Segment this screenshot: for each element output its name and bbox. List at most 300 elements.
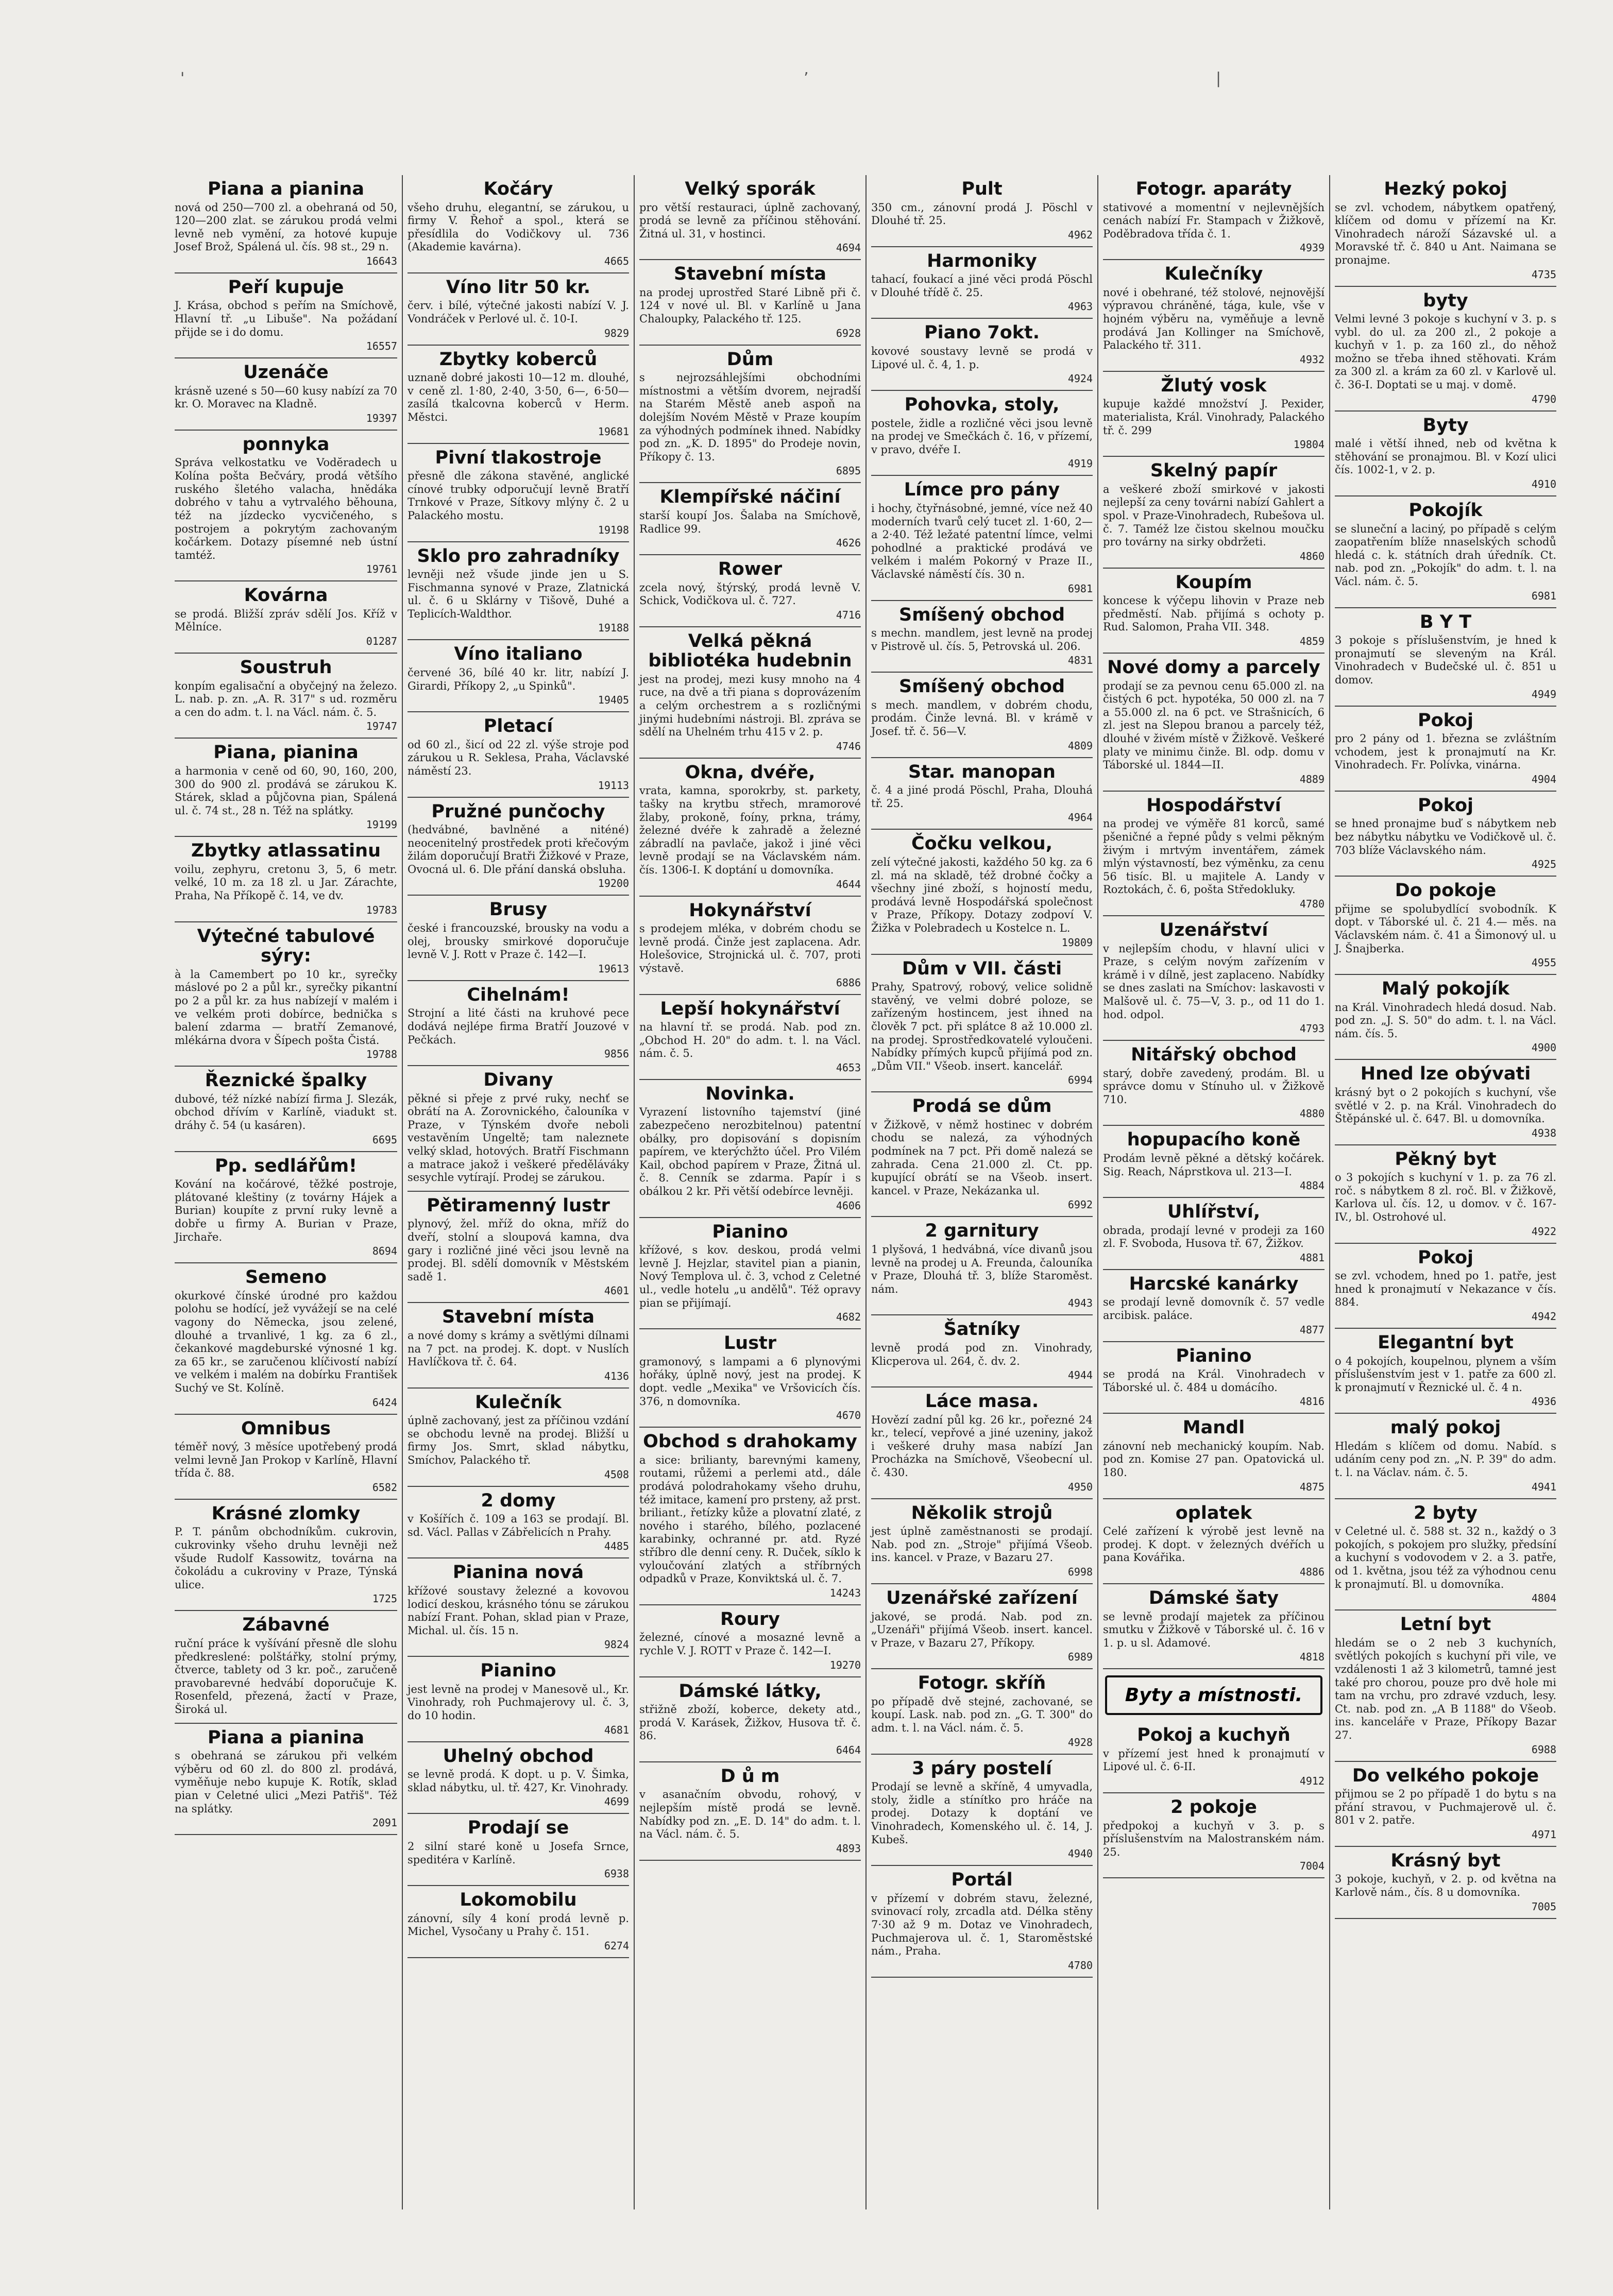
ad-text: jest úplně zaměstnanosti se prodají. Nab. pod zn. „Stroje" přijímá Všeob. ins. kancel. v Praze, v Bazaru 27. (871, 1525, 1093, 1564)
ad (871, 1866, 1093, 1978)
ad (1335, 1414, 1556, 1499)
ad (408, 640, 629, 712)
ad (1335, 608, 1556, 707)
ad (408, 175, 629, 273)
ad-text: a harmonia v ceně od 60, 90, 160, 200, 300 do 900 zl. prodává se zárukou K. Stárek, sklad a půjčovna pian, Spálená ul. č. 74 st., 28 n. Též na splátky. (175, 764, 397, 817)
ad-number: 4136 (604, 1369, 629, 1382)
ad-title: Smíšený obchod (898, 604, 1065, 625)
ad (1103, 654, 1325, 792)
ad-text: Velmi levné 3 pokoje s kuchyní v 3. p. s vybl. do ul. za 200 zl., 2 pokoje a kuchyň v 1. p. za 160 zl., do něhož možno se třeba ihned stěhovati. Krám za 300 zl. a krám za 60 zl. v Karlově ul. č. 36-I. Doptati se u maj. v domě. (1335, 313, 1556, 391)
ad-number: 19200 (598, 877, 629, 890)
ad-title: Mandl (1182, 1417, 1245, 1438)
ad-number: 6992 (1067, 1198, 1093, 1211)
ad-title: 2 garnitury (925, 1221, 1039, 1242)
section-box-label: Byty a místnosti. (1125, 1685, 1303, 1706)
ad-number: 19761 (366, 563, 397, 576)
ad (871, 1669, 1093, 1754)
ad-title: Pult (961, 179, 1003, 199)
ad-number: 19804 (1293, 438, 1325, 451)
ad-title: Pětiramenný lustr (427, 1195, 610, 1216)
ad (408, 542, 629, 641)
ad (871, 601, 1093, 673)
ad-number: 6994 (1067, 1074, 1093, 1087)
ad (408, 1487, 629, 1559)
ad (175, 431, 397, 581)
ad (1103, 1793, 1325, 1878)
ad-title: Koupím (1175, 572, 1252, 593)
ad-number: 4780 (1299, 898, 1325, 910)
ad-title: Klempířské náčiní (659, 487, 841, 508)
ad-text: pro větší restauraci, úplně zachovaný, prodá se levně za příčinou stěhování. Žitná ul. 31, v hostinci. (639, 201, 861, 240)
ad-number: 4809 (1067, 739, 1093, 752)
ad-text: střižně zboží, koberce, dekety atd., prodá V. Karásek, Žižkov, Husova tř. č. 86. (639, 1703, 861, 1742)
ad-text: jakové, se prodá. Nab. pod zn. „Uzenáři" přijímá Všeob. insert. kancel. v Praze, v Bazaru 27, Příkopy. (871, 1610, 1093, 1649)
ad-number: 4943 (1067, 1297, 1093, 1310)
ad-title: Semeno (245, 1267, 327, 1288)
classified-columns (170, 175, 1561, 2209)
ad-title: Prodají se (467, 1818, 569, 1839)
ad-title: Pletací (483, 716, 553, 737)
ad-number: 01287 (366, 635, 397, 648)
ad-title: Do pokoje (1395, 880, 1497, 901)
ad-text: na hlavní tř. se prodá. Nab. pod zn. „Obchod H. 20" do adm. t. l. na Václ. nám. č. 5. (639, 1021, 861, 1060)
ad-text: Strojní a lité části na kruhové pece dodává nejlépe firma Bratří Jouzové v Pečkách. (408, 1007, 629, 1046)
ad-number: 4735 (1531, 268, 1556, 281)
ad-title: D ů m (720, 1766, 780, 1787)
ad (1103, 1342, 1325, 1414)
ad-text: Prodám levně pěkné a dětský kočárek. Sig. Reach, Náprstkova ul. 213—I. (1103, 1152, 1325, 1178)
ad-text: Správa velkostatku ve Vodĕradech u Kolína pošta Bečváry, prodá většího ruského šletého valacha, hnědáka dobrého v tahu a vytrvalého běhouna, též na jízdecko vycvičeného, s postrojem a pokrytým zachovaným kočárkem. Dotazy písemné neb ústní tamtéž. (175, 456, 397, 561)
ad-text: v Žižkově, v němž hostinec v dobrém chodu se nalezá, za výhodných podmínek na 7 pct. Při domě nalezá se zahrada. Cena 21.000 zl. Ct. pp. kupující obrátí se na Všeob. insert. kancel. v Praze, Nekázanka ul. (871, 1118, 1093, 1197)
ad (1103, 1499, 1325, 1584)
ad (1103, 1721, 1325, 1793)
ad-number: 4860 (1299, 550, 1325, 562)
mark-right: | (1216, 70, 1221, 88)
ad-text: kovové soustavy levně se prodá v Lipové ul. č. 4, 1. p. (871, 345, 1093, 371)
ad-number: 6582 (372, 1481, 397, 1494)
ad (1103, 1041, 1325, 1126)
ad-number: 4922 (1531, 1225, 1556, 1238)
ad-text: se prodají levně domovník č. 57 vedle arcibisk. paláce. (1103, 1296, 1325, 1322)
ad-title: ponnyka (242, 434, 330, 455)
ad-text: křížové soustavy železné a kovovou lodicí deskou, krásného tónu se zárukou nabízí Frant. Pohan, sklad pian v Praze, Michal. ul. čís. 15 n. (408, 1584, 629, 1637)
ad-text: konpím egalisační a obyčejný na železo. L. nab. p. zn. „A. R. 317" s ud. rozměru a cen do adm. t. l. na Václ. nám. č. 5. (175, 679, 397, 718)
ad (408, 1886, 629, 1958)
ad (408, 1814, 629, 1886)
ad (1335, 1145, 1556, 1244)
ad-text: zánovní, síly 4 koní prodá levně p. Michel, Vysočany u Prahy č. 151. (408, 1912, 629, 1938)
ad-text: o 3 pokojích s kuchyní v 1. p. za 76 zl. roč. s nábytkem 8 zl. roč. Bl. v Žižkově, Karlova ul. čís. 12, u domov. v č. 167-IV., bl. Ostrohové ul. (1335, 1171, 1556, 1224)
ad-number: 4942 (1531, 1310, 1556, 1323)
ad-number: 4601 (604, 1284, 629, 1297)
ad (408, 1742, 629, 1814)
ad (408, 1389, 629, 1487)
ad (871, 955, 1093, 1093)
ad (1335, 1329, 1556, 1414)
ad-text: Vyrazení listovního tajemství (jiné zabezpečeno nerozbitelnou) patentní obálky, pro dopisování s dopisním papírem, ve kterýchžto účel. Pro Vilém Kail, obchod papírem v Praze, Žitná ul. č. 8. Cenník se zdarma. Papír i s obálkou 2 kr. Při větší odebírce levněji. (639, 1106, 861, 1198)
ad (1103, 372, 1325, 457)
ad-number: 2091 (372, 1817, 397, 1829)
ad-title: Uzenářství (1159, 920, 1268, 940)
ad (1103, 260, 1325, 372)
ad-number: 19188 (598, 622, 629, 635)
ad (1103, 1584, 1325, 1669)
ad-text: přijme se spolubydlící svobodník. K dopt. v Táborské ul. č. 21 4.— měs. na Václavském nám. č. 41 a Šimonový ul. u J. Šnajberka. (1335, 902, 1556, 955)
ad-title: Stavební místa (674, 264, 826, 285)
ad-number: 19788 (366, 1048, 397, 1061)
ad-text: s obehraná se zárukou při velkém výběru od 60 zl. do 800 zl. prodává, vyměňuje nebo kupuje K. Rotík, sklad pian v Celetné ulici „Mezi Patřiš". Též na splátky. (175, 1750, 397, 1815)
ad-text: zánovní neb mechanický koupím. Nab. pod zn. Komise 27 pan. Opatovická ul. 180. (1103, 1440, 1325, 1479)
ad-text: nová od 250—700 zl. a obehraná od 50, 120—200 zlat. se zárukou prodá velmi levně neb vymění, za hotové kupuje Josef Brož, Spálená ul. čís. 98 st., 29 n. (175, 201, 397, 253)
ad-title: Brusy (489, 899, 548, 920)
ad-text: s nejrozsáhlejšími obchodními místnostmi a větším dvorem, nejradší na Starém Městě aneb aspoň na dolejším Novém Městě v Praze koupím za výhodných podmínek ihned. Nabídky pod zn. „K. D. 1895" do Prodeje novin, Příkopy č. 13. (639, 371, 861, 463)
ad (1335, 175, 1556, 287)
ad-number: 9824 (604, 1638, 629, 1651)
ad-number: 4682 (836, 1311, 861, 1324)
section-box-rooms (1105, 1675, 1322, 1715)
ad (871, 1315, 1093, 1387)
ad-text: se prodá na Král. Vinohradech v Táborské ul. č. 484 u domácího. (1103, 1368, 1325, 1394)
ad-number: 4653 (836, 1061, 861, 1074)
ad-number: 19681 (598, 425, 629, 438)
ad-text: starý, dobře zavedený, prodám. Bl. u správce domu v Stínuho ul. v Žižkově 710. (1103, 1067, 1325, 1106)
ad-title: Pianina nová (452, 1562, 584, 1583)
ad-title: Rower (718, 559, 783, 580)
ad (408, 798, 629, 896)
ad-number: 4746 (836, 740, 861, 752)
ad-number: 6998 (1067, 1566, 1093, 1579)
ad (408, 1066, 629, 1192)
column-4 (865, 175, 1097, 2209)
ad-number: 4936 (1531, 1395, 1556, 1408)
ad-text: gramonový, s lampami a 6 plynovými hořáky, úplně nový, jest na prodej. K dopt. vedle „Mexika" ve Vršovicích čís. 376, n domovníka. (639, 1355, 861, 1408)
ad (1103, 1126, 1325, 1198)
ad-text: a nové domy s krámy a světlými dílnami na 7 pct. na prodej. K. dopt. v Nuslích Havlíčkova tř. č. 64. (408, 1329, 629, 1368)
ad-number: 4816 (1299, 1395, 1325, 1408)
ad-title: Šatníky (943, 1319, 1021, 1340)
ad-number: 19113 (598, 779, 629, 792)
ad-text: přesně dle zákona stavěné, anglické cínové trubky odporučují levně Bratří Trnkové v Praze, Sítkovy mlýny č. 2 u Palackého mostu. (408, 470, 629, 522)
ad-text: plynový, žel. mříž do okna, mříž do dveří, stolní a sloupová kamna, dva gary i rozličné jiné věci jsou levně na prodej. Bl. sdělí domovník v Městském sadě 1. (408, 1218, 629, 1283)
ad-text: v přízemí v dobrém stavu, železné, svinovací roly, zrcadla atd. Délka stěny 7·30 až 9 m. Dotaz ve Vinohradech, Puchmajerova ul. č. 1, Staroměstské nám., Praha. (871, 1892, 1093, 1958)
ad-text: koncese k výčepu lihovin v Praze neb předměstí. Nab. přijímá s ochoty p. Rud. Salomon, Praha VII. 348. (1103, 594, 1325, 633)
ad-text: levněji než všude jinde jen u S. Fischmanna synové v Praze, Zlatnická ul. č. 6 u Sklárny v Tišově, Duhé a Teplicích-Waldthor. (408, 568, 629, 620)
ad (639, 483, 861, 555)
ad-title: Víno italiano (454, 644, 583, 665)
ad-text: po případě dvě stejné, zachované, se koupí. Lask. nab. pod zn. „G. T. 300" do adm. t. l. na Václ. nám. č. 5. (871, 1695, 1093, 1735)
ad-title: Hokynářství (689, 900, 811, 921)
ad (1103, 457, 1325, 569)
ad (871, 1217, 1093, 1315)
ad-number: 6981 (1531, 589, 1556, 602)
ad (1103, 569, 1325, 654)
ad-number: 4964 (1067, 811, 1093, 824)
ad-title: Malý pokojík (1381, 979, 1510, 1000)
ad (408, 896, 629, 981)
ad-title: Několik strojů (911, 1502, 1053, 1523)
ad-text: 350 cm., zánovní prodá J. Pöschl v Dlouhé tř. 25. (871, 201, 1093, 227)
ad-title: Pokoj (1417, 1247, 1474, 1268)
ad-number: 4681 (604, 1723, 629, 1736)
ad-title: oplatek (1175, 1502, 1252, 1523)
ad-title: Zbytky koberců (439, 349, 598, 370)
ad-number: 7005 (1531, 1900, 1556, 1913)
ad-title: Harcské kanárky (1129, 1273, 1299, 1294)
ad (871, 1387, 1093, 1499)
ad-text: Prahy, Spatrový, robový, velice solidně stavěný, ve velmi dobré poloze, se zařízeným hostincem, jest ihned na člověk 7 pct. při splátce 8 až 10.000 zl. na prodej. Sprostředkovatelé vyloučeni. Nabídky přímých kupců přijímá pod zn. „Dům VII." Všeob. insert. kancelář. (871, 981, 1093, 1072)
ad (871, 247, 1093, 319)
ad-number: 19270 (829, 1658, 861, 1671)
mark-left: ' (180, 70, 185, 88)
ad-text: zelí výtečné jakosti, každého 50 kg. za 6 zl. má na skladě, též drobné čočky a všechny jiné zboží, s hojností medu, prodává levně Hospodářská společnost v Praze, Příkopy. Dotazy zodpoví V. Žižka v Polebradech u Kostelce n. L. (871, 855, 1093, 934)
ad-number: 6981 (1067, 582, 1093, 595)
ad (639, 897, 861, 995)
ad (1103, 1414, 1325, 1499)
ad (408, 981, 629, 1066)
ad-title: Krásné zlomky (211, 1503, 361, 1524)
ad-title: Velký sporák (685, 179, 816, 199)
ad-title: Pianino (712, 1221, 788, 1242)
ad-title: Elegantní byt (1378, 1332, 1514, 1353)
ad-number: 4831 (1067, 654, 1093, 667)
ad-number: 4880 (1299, 1107, 1325, 1120)
ad-text: malé i větší ihned, neb od května k stěhování se pronajmou. Bl. v Kozí ulici čís. 1002-1, v 2. p. (1335, 437, 1556, 476)
ad-text: postele, židle a rozličné věci jsou levně na prodej ve Smečkách č. 16, v přízemí, v pravo, dvéře I. (871, 417, 1093, 456)
ad-text: se prodá. Bližší zpráv sdělí Jos. Kříž v Mělníce. (175, 607, 397, 633)
ad (871, 391, 1093, 476)
ad (175, 1500, 397, 1612)
ad-text: s mechn. mandlem, jest levně na prodej v Pistrově ul. čís. 5, Petrovská ul. 206. (871, 627, 1093, 653)
ad-title: Pokoj (1417, 795, 1474, 816)
ad-text: s prodejem mléka, v dobrém chodu se levně prodá. Činže jest zaplacena. Adr. Holešovice, Strojnická ul. č. 707, proti výstavě. (639, 922, 861, 974)
ad (871, 1584, 1093, 1669)
ad-text: úplně zachovaný, jest za příčinou vzdání se obchodu levně na prodej. Bližší u firmy Jos. Smrt, sklad nábytku, Smíchov, Palackého tř. (408, 1414, 629, 1467)
ad (1335, 792, 1556, 877)
ad-title: Velká pěkná bibliotéka hudebnin (648, 630, 852, 672)
ad-number: 19199 (366, 818, 397, 831)
ad-number: 6895 (836, 465, 861, 477)
ad-text: 2 silní staré koně u Josefa Srnce, speditéra v Karlíně. (408, 1840, 629, 1866)
ad (639, 1218, 861, 1330)
ad-number: 4925 (1531, 858, 1556, 871)
ad-number: 4950 (1067, 1480, 1093, 1493)
ad-number: 19809 (1061, 936, 1093, 949)
ad-text: jest levně na prodej v Manesově ul., Kr. Vinohrady, roh Puchmajerovy ul. č. 3, do 10 hodin. (408, 1683, 629, 1722)
ad (1335, 412, 1556, 496)
ad-text: na prodej ve výměře 81 korců, samé pšeničné a řepné půdy s velmi pěkným živým i mrtvým inventářem, zámek mlýn výstavností, bez výměnku, za cenu 56 tisíc. Bl. u majitele A. Landy v Roztokách, č. 6, pošta Středokluky. (1103, 817, 1325, 896)
ad-number: 4699 (604, 1795, 629, 1808)
ad-title: B Y T (1419, 611, 1472, 632)
ad-title: byty (1423, 290, 1468, 311)
ad-number: 6464 (836, 1743, 861, 1756)
ad-text: Kování na kočárové, těžké postroje, plátované kleštiny (z továrny Hájek a Burian) koupíte z první ruky levně a dobře u firmy A. Burian v Praze, Jirchaře. (175, 1178, 397, 1243)
ad-text: à la Camembert po 10 kr., syrečky máslové po 2 a půl kr., syrečky pikantní po 2 a půl kr. za hus nabízejí v malém i ve velkém proti dobírce, bednička s balení zdarma — bratří Zemanové, mlékárna dvora v Šípech pošta Čistá. (175, 968, 397, 1047)
ad-number: 8694 (372, 1245, 397, 1258)
ad-text: uznaně dobré jakosti 10—12 m. dlouhé, v ceně zl. 1·80, 2·40, 3·50, 6—, 6·50— zasílá tkalcovna koberců v Herm. Městci. (408, 371, 629, 423)
ad (639, 175, 861, 260)
ad-number: 4508 (604, 1468, 629, 1481)
ad-title: Límce pro pány (904, 479, 1060, 501)
ad (639, 759, 861, 897)
ad-title: Uzenáče (243, 362, 329, 383)
mark-mid: ’ (804, 70, 809, 88)
ad (175, 922, 397, 1067)
ad (639, 1428, 861, 1605)
ad (1103, 792, 1325, 916)
ad (1335, 1060, 1556, 1145)
ad-number: 4949 (1531, 688, 1556, 700)
ad-text: starší koupí Jos. Šalaba na Smíchově, Radlice 99. (639, 509, 861, 535)
ad-title: Dámské šaty (1148, 1588, 1279, 1609)
ad-title: Nitářský obchod (1131, 1044, 1297, 1066)
ad (408, 1558, 629, 1657)
ad-title: 2 pokoje (1170, 1797, 1257, 1818)
ad-title: Dámské látky, (678, 1681, 822, 1702)
ad-number: 4889 (1299, 773, 1325, 785)
ad-number: 4932 (1299, 353, 1325, 366)
ad-title: Zbytky atlassatinu (191, 841, 381, 862)
ad (639, 346, 861, 484)
ad-title: Pohovka, stoly, (904, 395, 1060, 416)
ad-title: Obchod s drahokamy (643, 1431, 857, 1452)
ad-text: J. Krása, obchod s peřím na Smíchově, Hlavní tř. „u Libuše". Na požádaní přijde se i do domu. (175, 299, 397, 338)
ad (175, 358, 397, 431)
ad-text: křížové, s kov. deskou, prodá velmi levně J. Hejzlar, stavitel pian a pianin, Nový Templova ul. č. 3, vchod z Celetné ul., vedle hotelu „u andělů". Též opravy pian se přijímají. (639, 1244, 861, 1309)
ad-number: 1725 (372, 1592, 397, 1605)
ad-title: Čočku velkou, (911, 833, 1052, 854)
ad-title: Omnibus (241, 1418, 331, 1439)
ad-title: Pianino (1176, 1345, 1252, 1366)
ad-title: Soustruh (240, 657, 332, 678)
column-3 (634, 175, 865, 2209)
ad-title: Řeznické špalky (205, 1070, 367, 1091)
ad-title: Prodá se dům (912, 1096, 1052, 1117)
ad-text: od 60 zl., šicí od 22 zl. výše stroje pod zárukou u R. Seklesa, Praha, Václavské náměstí 23. (408, 738, 629, 777)
ad-number: 4940 (1067, 1847, 1093, 1860)
ad-number: 6886 (836, 976, 861, 989)
ad-number: 4910 (1531, 478, 1556, 491)
ad-title: Dům v VII. části (902, 958, 1062, 979)
ad-number: 4780 (1067, 1959, 1093, 1972)
ad-title: Piana a pianina (208, 179, 364, 199)
ad (1335, 1499, 1556, 1611)
ad-number: 19198 (598, 523, 629, 536)
ad (871, 476, 1093, 601)
ad-text: v přízemí jest hned k pronajmutí v Lipové ul. č. 6-II. (1103, 1747, 1325, 1773)
ad-number: 4716 (836, 608, 861, 621)
ad (871, 1092, 1093, 1217)
ad (175, 837, 397, 922)
ad-title: 2 byty (1414, 1502, 1478, 1523)
ad (1335, 975, 1556, 1060)
ad-number: 4904 (1531, 773, 1556, 785)
ad-number: 4928 (1067, 1736, 1093, 1749)
ad (175, 1152, 397, 1264)
ad (175, 1611, 397, 1723)
ad-text: tahací, foukací a jiné věci prodá Pöschl v Dlouhé třídě č. 25. (871, 273, 1093, 299)
ad (871, 175, 1093, 247)
column-5 (1097, 175, 1329, 2209)
ad-number: 4644 (836, 878, 861, 890)
ad-title: Novinka. (705, 1083, 795, 1104)
ad-number: 4485 (604, 1540, 629, 1553)
ad (1103, 916, 1325, 1041)
ad-number: 4938 (1531, 1126, 1556, 1139)
ad (408, 1192, 629, 1304)
ad-number: 4626 (836, 537, 861, 550)
ad-title: Kovárna (244, 585, 328, 606)
ad-text: 3 pokoje, kuchyň, v 2. p. od května na Karlově nám., čís. 8 u domovníka. (1335, 1873, 1556, 1899)
ad (1103, 1270, 1325, 1342)
ad-text: o 4 pokojích, koupelnou, plynem a vším příslušenstvím jest v 1. patře za 600 zl. k pronajmutí v Řeznické ul. č. 4 n. (1335, 1355, 1556, 1394)
ad-text: voilu, zephyru, cretonu 3, 5, 6 metr. velké, 10 m. za 18 zl. u Jar. Zárachte, Praha, Na Příkopě č. 14, ve dv. (175, 863, 397, 902)
page-top-marks (0, 70, 1613, 100)
ad-title: Výtečné tabulové sýry: (197, 926, 375, 967)
ad-number: 19783 (366, 903, 397, 916)
ad-number: 4694 (836, 242, 861, 254)
ad-title: Portál (951, 1870, 1013, 1891)
ad-number: 4875 (1299, 1480, 1325, 1493)
ad (175, 1263, 397, 1414)
ad-text: pro 2 pány od 1. března se zvláštním vchodem, jest k pronajmutí na Kr. Vinohradech. Fr. Polívka, vinárna. (1335, 732, 1556, 772)
ad-title: Hospodářství (1146, 795, 1281, 816)
ad-number: 16643 (366, 254, 397, 267)
ad (871, 1499, 1093, 1584)
ad-number: 4881 (1299, 1251, 1325, 1264)
ad-number: 4919 (1067, 457, 1093, 470)
ad (1335, 877, 1556, 975)
ad-number: 4793 (1299, 1022, 1325, 1035)
ad (1103, 175, 1325, 260)
ad-title: Lustr (723, 1333, 777, 1354)
ad-text: stativové a momentní v nejlevnějších cenách nabízí Fr. Stampach v Žižkově, Poděbradova třída č. 1. (1103, 201, 1325, 240)
ad-number: 19405 (598, 694, 629, 707)
ad (1335, 1610, 1556, 1761)
ad-number: 4893 (836, 1842, 861, 1855)
ad-number: 4818 (1299, 1651, 1325, 1664)
ad-title: Pokoj a kuchyň (1137, 1725, 1291, 1746)
ad (408, 444, 629, 542)
ad (175, 739, 397, 837)
ad-title: Fotogr. skříň (918, 1673, 1046, 1694)
ad-text: Prodají se levně a skříně, 4 umyvadla, stoly, židle a stínítko pro hráče na prodej. Dotazy k doptání ve Vinohradech, Komenského ul. č. 14, J. Kubeš. (871, 1780, 1093, 1846)
ad-number: 6695 (372, 1133, 397, 1146)
ad-title: Uhelný obchod (443, 1745, 594, 1767)
ad (639, 995, 861, 1080)
ad (639, 1329, 861, 1428)
ad-text: předpokoj a kuchyň v 3. p. s příslušenstvím na Malostranském nám. 25. (1103, 1819, 1325, 1858)
ad-text: a veškeré zboží smirkové v jakosti nejlepší za ceny továrni nabízí Gahlert a spol. v Praze-Vinohradech, Rubešova ul. č. 7. Taméž lze čistou skelnou moučku pro továrny na sirky obdržeti. (1103, 483, 1325, 549)
ad (871, 758, 1093, 830)
ad-number: 4665 (604, 254, 629, 267)
ad-number: 4955 (1531, 956, 1556, 969)
ad (1335, 1244, 1556, 1329)
ad-title: Do velkého pokoje (1352, 1765, 1539, 1786)
ad-number: 4886 (1299, 1566, 1325, 1579)
ad-title: Hned lze obývati (1360, 1064, 1531, 1085)
ad-text: se hned pronajme buď s nábytkem neb bez nábytku nábytku ve Vodičkově ul. č. 703 blíže Václavského nám. (1335, 817, 1556, 856)
ad-title: Zábavné (242, 1615, 330, 1636)
ad-title: Pružné punčochy (431, 801, 605, 822)
ad-text: č. 4 a jiné prodá Pöschl, Praha, Dlouhá tř. 25. (871, 784, 1093, 810)
ad-text: pěkné si přeje z prvé ruky, nechť se obrátí na A. Zorovnického, čalouníka v Praze, v Týnském dvoře neboli vestavěním Ungeltě; tam naleznete velký sklad, hotových. Bratří Fischmann a matrace jakož i veškeré předěláváky sesychle vytírají. Prodej se zárukou. (408, 1092, 629, 1184)
ad-title: Pivní tlakostroje (435, 447, 602, 468)
ad-text: zcela nový, štýrský, prodá levně V. Schick, Vodičkova ul. č. 727. (639, 581, 861, 607)
ad (871, 830, 1093, 954)
ad-title: Pp. sedlářům! (214, 1155, 358, 1176)
ad-text: prodají se za pevnou cenu 65.000 zl. na čistých 6 pct. hypotéka, 50 000 zl. na 7 a 55.000 zl. na 6 pct. ve Strašnicích, 6 zl. jest na Slepou branou a parcely též, dlouhé v živém místě v Žižkově. Veškeré platy ve minimu činže. Bl. odp. domu v Táborské ul. 1844—II. (1103, 679, 1325, 772)
ad-text: s mech. mandlem, v dobrém chodu, prodám. Činže levná. Bl. v krámě v Josef. tř. č. 56—V. (871, 698, 1093, 738)
